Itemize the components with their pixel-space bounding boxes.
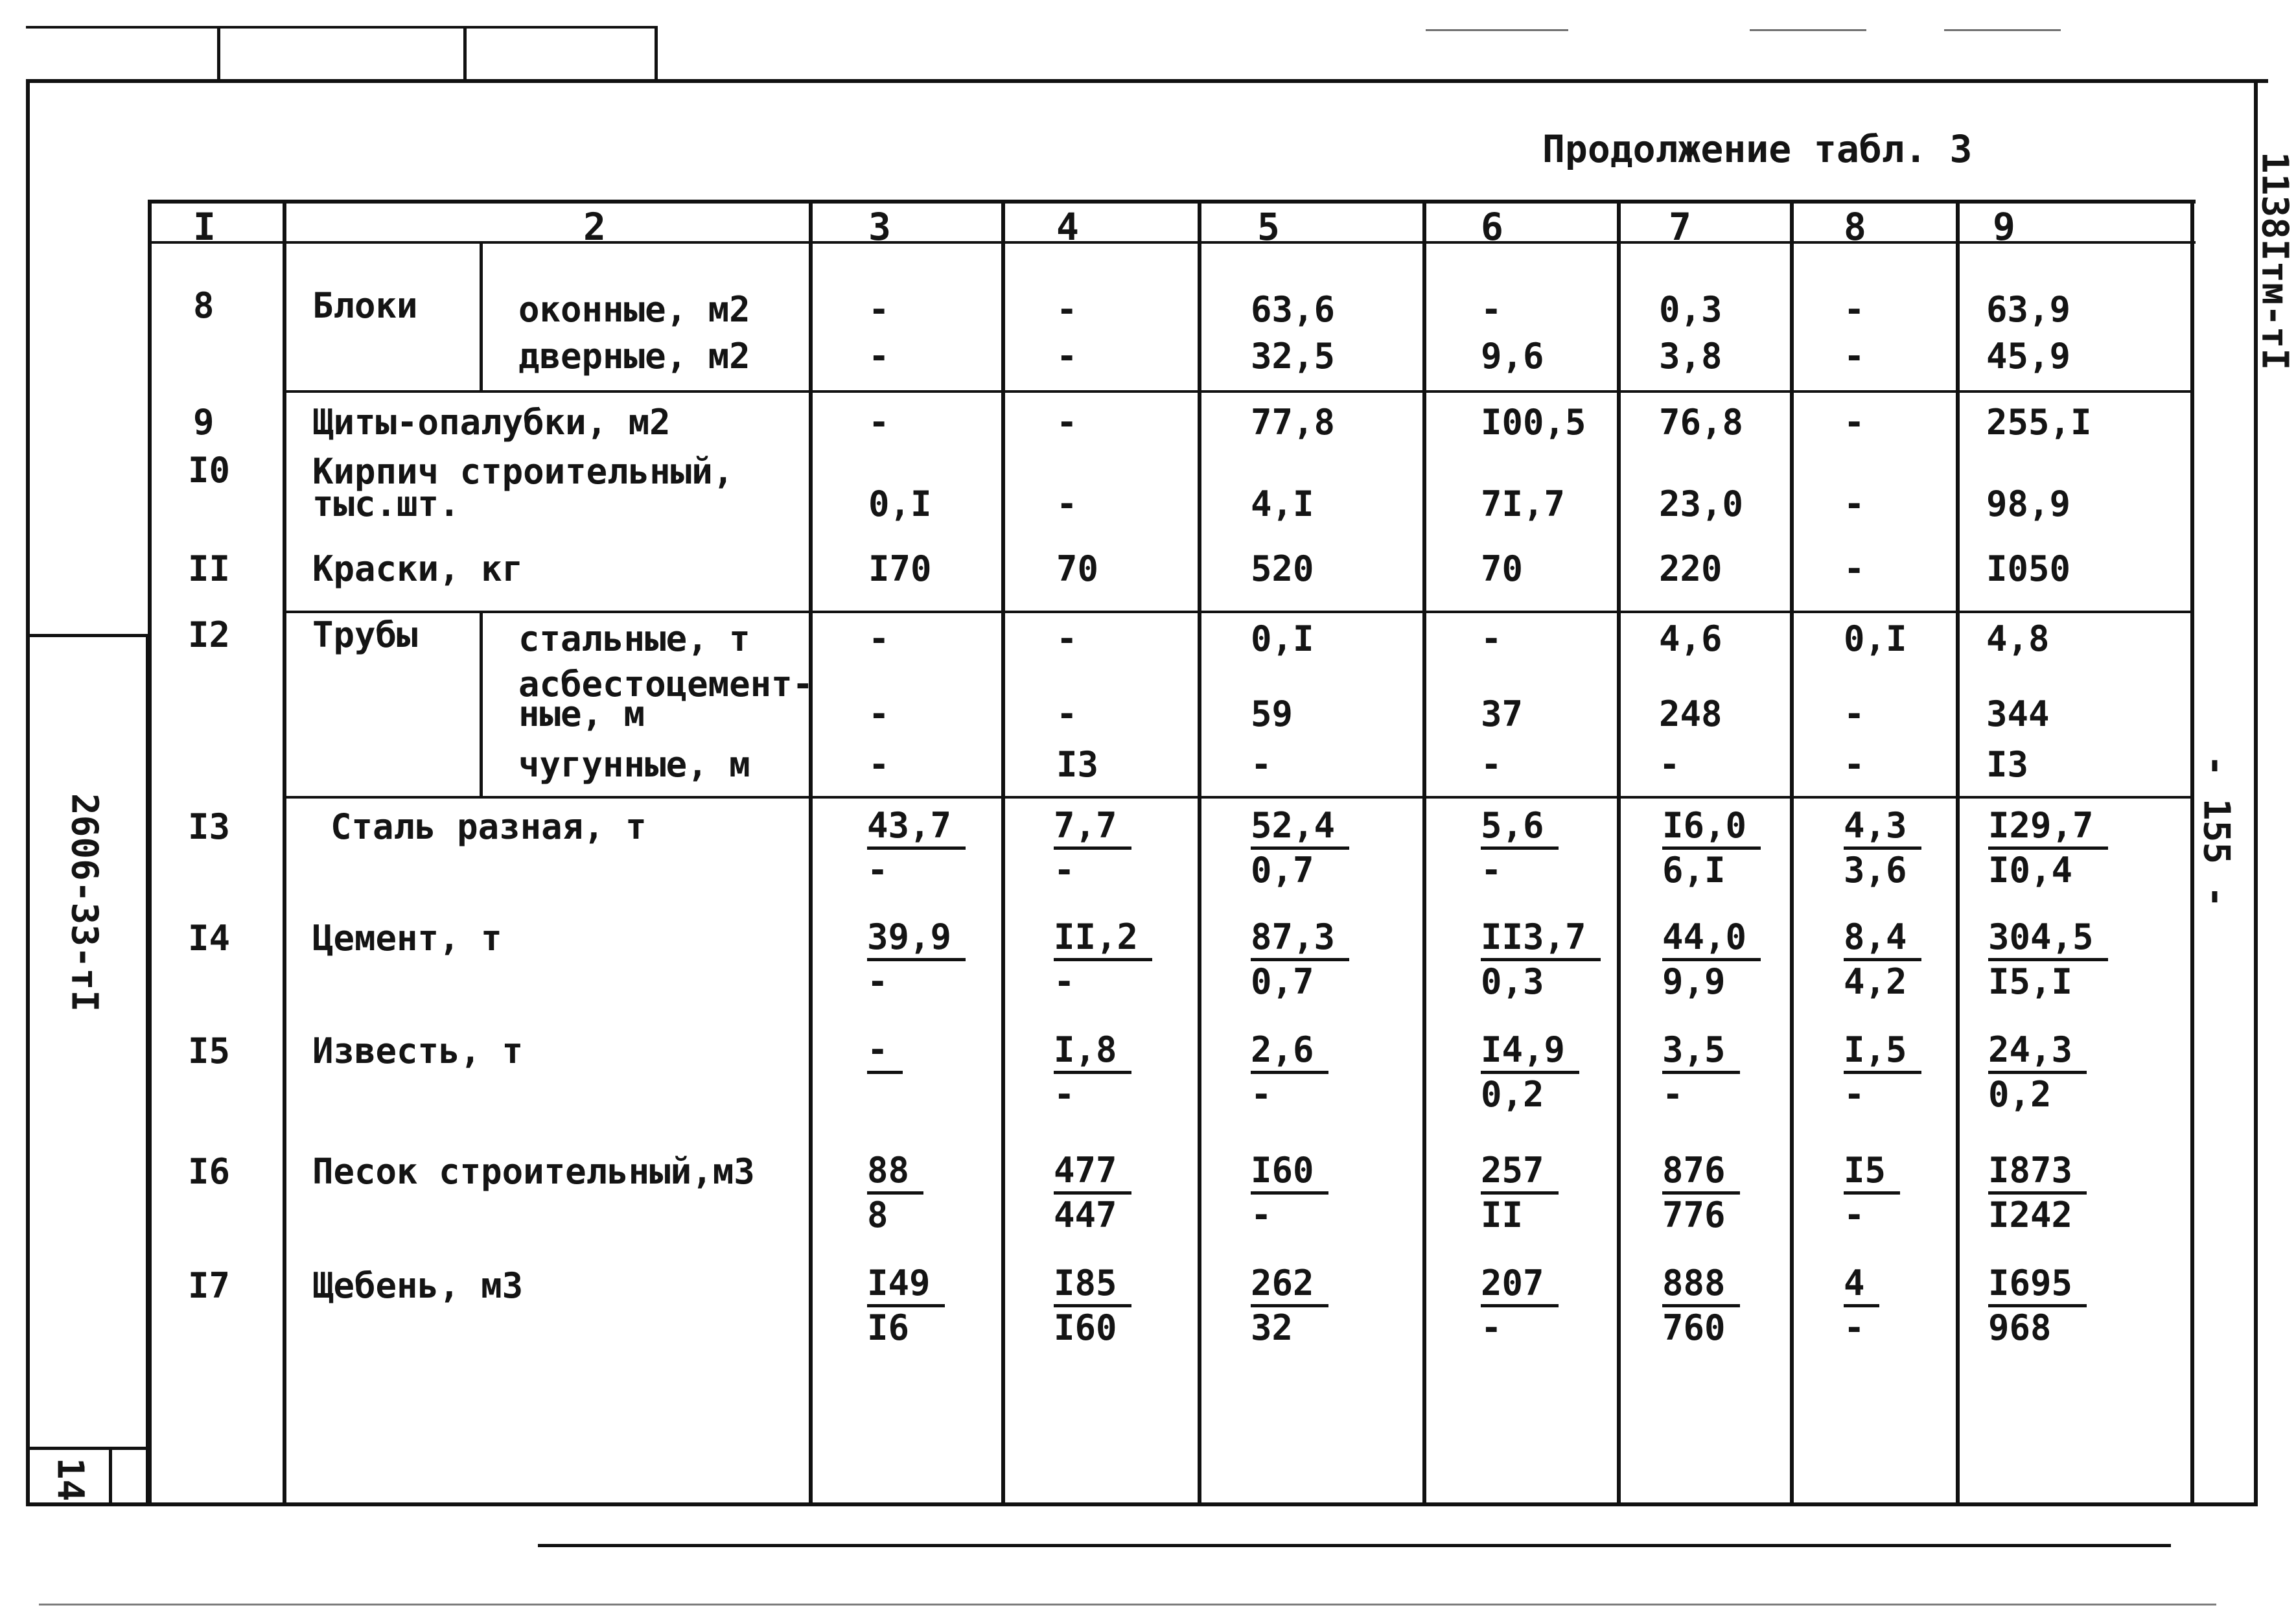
row-name: Щиты-опалубки, м2 [312, 402, 671, 443]
table-cell: 3,8 [1659, 336, 1722, 377]
fraction-numerator: I85 [1054, 1263, 1131, 1307]
fraction-numerator: 24,3 [1988, 1029, 2087, 1074]
fraction-numerator: I,5 [1844, 1029, 1921, 1074]
table-cell: 9,6 [1481, 336, 1544, 377]
fraction-cell [867, 1029, 903, 1115]
fraction-denominator: 4,2 [1844, 961, 1907, 1002]
row-number: II [188, 548, 231, 589]
table-cell: 220 [1659, 548, 1722, 589]
fraction-cell [1662, 1150, 1740, 1236]
table-cell: I050 [1986, 548, 2071, 589]
fraction-denominator: 968 [1988, 1307, 2052, 1348]
fraction-denominator: 0,2 [1988, 1074, 2052, 1115]
table-cell: - [1844, 694, 1865, 734]
row-sub-label: асбестоцемент- [518, 664, 814, 705]
fraction-denominator: - [1481, 1307, 1502, 1348]
fraction-numerator: 262 [1251, 1263, 1328, 1307]
fraction-denominator: I242 [1988, 1195, 2073, 1235]
col-header-9: 9 [1993, 205, 2015, 249]
row-sub-label: стальные, т [518, 618, 750, 659]
fraction-denominator: - [1054, 850, 1075, 891]
fraction-denominator: - [1844, 1195, 1865, 1235]
fraction-denominator: - [1251, 1195, 1272, 1235]
table-cell: 59 [1251, 694, 1293, 734]
fraction-denominator: 8 [867, 1195, 888, 1235]
row-name: Песок строительный,м3 [312, 1151, 755, 1192]
fraction-numerator: 477 [1054, 1150, 1131, 1195]
fraction-numerator: 39,9 [867, 917, 966, 961]
table-cell: - [1659, 744, 1680, 785]
fraction-denominator: 0,2 [1481, 1074, 1544, 1115]
table-cell: 4,6 [1659, 618, 1722, 659]
fraction-numerator: - [867, 1029, 903, 1074]
fraction-denominator: 32 [1251, 1307, 1293, 1348]
table-cell: 63,6 [1251, 289, 1336, 330]
table-cell: - [1844, 484, 1865, 524]
table-cell: - [1481, 289, 1502, 330]
fraction-denominator: - [867, 961, 888, 1002]
fraction-numerator: I60 [1251, 1150, 1328, 1195]
col-header-1: I [193, 205, 216, 249]
table-cell: I70 [868, 548, 932, 589]
row-number: 9 [193, 402, 215, 443]
fraction-denominator: - [1251, 1074, 1272, 1115]
table-cell: - [1056, 694, 1078, 734]
fraction-numerator: 4,3 [1844, 805, 1921, 850]
fraction-numerator: I695 [1988, 1263, 2087, 1307]
fraction-denominator: II [1481, 1195, 1524, 1235]
fraction-cell [1251, 1150, 1328, 1236]
fraction-numerator: 4 [1844, 1263, 1879, 1307]
fraction-denominator: I60 [1054, 1307, 1117, 1348]
table-cell: - [868, 694, 890, 734]
right-page-number: - 155 - [2195, 754, 2238, 908]
table-cell: 344 [1986, 694, 2050, 734]
fraction-numerator: 876 [1662, 1150, 1740, 1195]
table-cell: 248 [1659, 694, 1722, 734]
fraction-cell [1054, 917, 1152, 1003]
table-cell: 76,8 [1659, 402, 1744, 443]
row-number: I5 [188, 1031, 231, 1071]
row-name: Щебень, м3 [312, 1265, 524, 1306]
table-cell: 32,5 [1251, 336, 1336, 377]
table-caption: Продолжение табл. 3 [1542, 127, 1973, 171]
fraction-denominator: 776 [1662, 1195, 1726, 1235]
row-name: Трубы [312, 614, 418, 655]
fraction-denominator [867, 1074, 903, 1115]
fraction-denominator: 3,6 [1844, 850, 1907, 891]
table-cell: 63,9 [1986, 289, 2071, 330]
row-name: Блоки [312, 285, 418, 326]
table-cell: - [1844, 289, 1865, 330]
fraction-denominator: - [1844, 1074, 1865, 1115]
left-page-number: 14 [49, 1457, 91, 1502]
table-cell: - [1056, 402, 1078, 443]
fraction-denominator: I6 [867, 1307, 910, 1348]
fraction-numerator: 888 [1662, 1263, 1740, 1307]
fraction-cell [1662, 805, 1761, 891]
row-number: I0 [188, 450, 231, 491]
table-cell: - [1481, 744, 1502, 785]
row-sub-label: чугунные, м [518, 744, 750, 785]
fraction-numerator: 44,0 [1662, 917, 1761, 961]
fraction-denominator: 0,3 [1481, 961, 1544, 1002]
table-cell: - [1056, 484, 1078, 524]
left-code: 2606-33-тI [63, 793, 106, 1012]
fraction-cell [1251, 1029, 1328, 1115]
fraction-cell [1844, 917, 1921, 1003]
fraction-cell [1988, 805, 2108, 891]
fraction-cell [1251, 917, 1349, 1003]
fraction-numerator: 3,5 [1662, 1029, 1740, 1074]
table-cell: 98,9 [1986, 484, 2071, 524]
col-header-7: 7 [1669, 205, 1691, 249]
row-number: 8 [193, 285, 215, 326]
fraction-denominator: 9,9 [1662, 961, 1726, 1002]
fraction-cell [1251, 1263, 1328, 1349]
fraction-cell [1844, 1263, 1879, 1349]
fraction-cell [1481, 1263, 1559, 1349]
fraction-numerator: 5,6 [1481, 805, 1559, 850]
table-cell: - [1844, 744, 1865, 785]
row-number: I6 [188, 1151, 231, 1192]
frame-top [26, 79, 2268, 83]
row-sub-label: ные, м [518, 694, 645, 734]
col-header-5: 5 [1257, 205, 1280, 249]
col-header-8: 8 [1844, 205, 1866, 249]
fraction-denominator: I5,I [1988, 961, 2073, 1002]
fraction-cell [1988, 1150, 2087, 1236]
fraction-numerator: 43,7 [867, 805, 966, 850]
table-cell: 77,8 [1251, 402, 1336, 443]
fraction-cell [1988, 917, 2108, 1003]
fraction-denominator: - [1481, 850, 1502, 891]
frame-bottom [26, 1502, 2258, 1506]
fraction-cell [1988, 1263, 2087, 1349]
table-cell: - [1844, 336, 1865, 377]
fraction-cell [1481, 917, 1601, 1003]
row-number: I3 [188, 806, 231, 847]
table-cell: I3 [1986, 744, 2029, 785]
fraction-cell [1844, 1029, 1921, 1115]
row-name: Сталь разная, т [330, 806, 647, 847]
table-cell: 0,3 [1659, 289, 1722, 330]
fraction-cell [867, 1150, 923, 1236]
fraction-cell [867, 1263, 945, 1349]
table-cell: 37 [1481, 694, 1524, 734]
table-cell: - [1844, 548, 1865, 589]
fraction-denominator: - [867, 850, 888, 891]
fraction-numerator: I29,7 [1988, 805, 2108, 850]
fraction-numerator: 2,6 [1251, 1029, 1328, 1074]
table-cell: 0,I [1844, 618, 1907, 659]
fraction-numerator: I5 [1844, 1150, 1900, 1195]
table-cell: - [1056, 289, 1078, 330]
row-number: I4 [188, 918, 231, 959]
table-cell: 0,I [1251, 618, 1314, 659]
fraction-numerator: 7,7 [1054, 805, 1131, 850]
table-cell: 7I,7 [1481, 484, 1566, 524]
row-name: Цемент, т [312, 918, 502, 959]
fraction-numerator: I873 [1988, 1150, 2087, 1195]
fraction-numerator: 257 [1481, 1150, 1559, 1195]
col-header-3: 3 [868, 205, 891, 249]
row-name: Краски, кг [312, 548, 524, 589]
fraction-denominator: 0,7 [1251, 961, 1314, 1002]
right-code: 1138Iтм-тI [2253, 151, 2296, 371]
fraction-numerator: 207 [1481, 1263, 1559, 1307]
table-cell: I00,5 [1481, 402, 1586, 443]
fraction-numerator: I49 [867, 1263, 945, 1307]
fraction-cell [867, 917, 966, 1003]
fraction-numerator: II,2 [1054, 917, 1152, 961]
table-cell: 255,I [1986, 402, 2092, 443]
fraction-numerator: II3,7 [1481, 917, 1601, 961]
fraction-denominator: 0,7 [1251, 850, 1314, 891]
row-name: Известь, т [312, 1031, 524, 1071]
table-cell: - [1844, 402, 1865, 443]
table-cell: 70 [1481, 548, 1524, 589]
table-cell: - [1481, 618, 1502, 659]
fraction-numerator: 52,4 [1251, 805, 1349, 850]
fraction-numerator: 87,3 [1251, 917, 1349, 961]
fraction-cell [1054, 805, 1131, 891]
fraction-denominator: - [1054, 961, 1075, 1002]
table-cell: - [1056, 618, 1078, 659]
fraction-denominator: I0,4 [1988, 850, 2073, 891]
fraction-denominator: - [1054, 1074, 1075, 1115]
table-cell: - [1056, 336, 1078, 377]
fraction-denominator: - [1662, 1074, 1684, 1115]
row-sub-label: дверные, м2 [518, 336, 750, 377]
fraction-cell [1481, 1029, 1579, 1115]
fraction-denominator: 447 [1054, 1195, 1117, 1235]
table-cell: - [868, 289, 890, 330]
fraction-denominator: - [1844, 1307, 1865, 1348]
fraction-cell [1251, 805, 1349, 891]
col-header-2: 2 [583, 205, 606, 249]
table-cell: 45,9 [1986, 336, 2071, 377]
fraction-numerator: 304,5 [1988, 917, 2108, 961]
fraction-cell [1054, 1263, 1131, 1349]
table-cell: I3 [1056, 744, 1099, 785]
row-sub-label: оконные, м2 [518, 289, 750, 330]
fraction-denominator: 760 [1662, 1307, 1726, 1348]
table-cell: - [868, 744, 890, 785]
table-cell: 0,I [868, 484, 932, 524]
table-cell: 23,0 [1659, 484, 1744, 524]
fraction-numerator: I4,9 [1481, 1029, 1579, 1074]
fraction-cell [1662, 1029, 1740, 1115]
fraction-numerator: 88 [867, 1150, 923, 1195]
fraction-cell [1662, 1263, 1740, 1349]
fraction-cell [1481, 1150, 1559, 1236]
fraction-cell [1844, 805, 1921, 891]
fraction-cell [1054, 1150, 1131, 1236]
table-cell: 70 [1056, 548, 1099, 589]
top-stamp [26, 26, 658, 81]
table-cell: - [868, 402, 890, 443]
table-cell: - [868, 618, 890, 659]
col-header-6: 6 [1481, 205, 1503, 249]
fraction-cell [1988, 1029, 2087, 1115]
row-name: тыс.шт. [312, 484, 460, 524]
col-header-4: 4 [1056, 205, 1079, 249]
fraction-denominator: 6,I [1662, 850, 1726, 891]
fraction-numerator: I,8 [1054, 1029, 1131, 1074]
fraction-cell [1054, 1029, 1131, 1115]
frame-left [26, 79, 30, 1505]
row-number: I2 [188, 614, 231, 655]
fraction-cell [1844, 1150, 1900, 1236]
table-cell: 4,8 [1986, 618, 2050, 659]
fraction-cell [867, 805, 966, 891]
fraction-numerator: 8,4 [1844, 917, 1921, 961]
fraction-cell [1662, 917, 1761, 1003]
table-cell: - [868, 336, 890, 377]
row-name: Кирпич строительный, [312, 451, 734, 492]
table-cell: 520 [1251, 548, 1314, 589]
row-number: I7 [188, 1265, 231, 1306]
table-cell: 4,I [1251, 484, 1314, 524]
fraction-cell [1481, 805, 1559, 891]
table-cell: - [1251, 744, 1272, 785]
fraction-numerator: I6,0 [1662, 805, 1761, 850]
